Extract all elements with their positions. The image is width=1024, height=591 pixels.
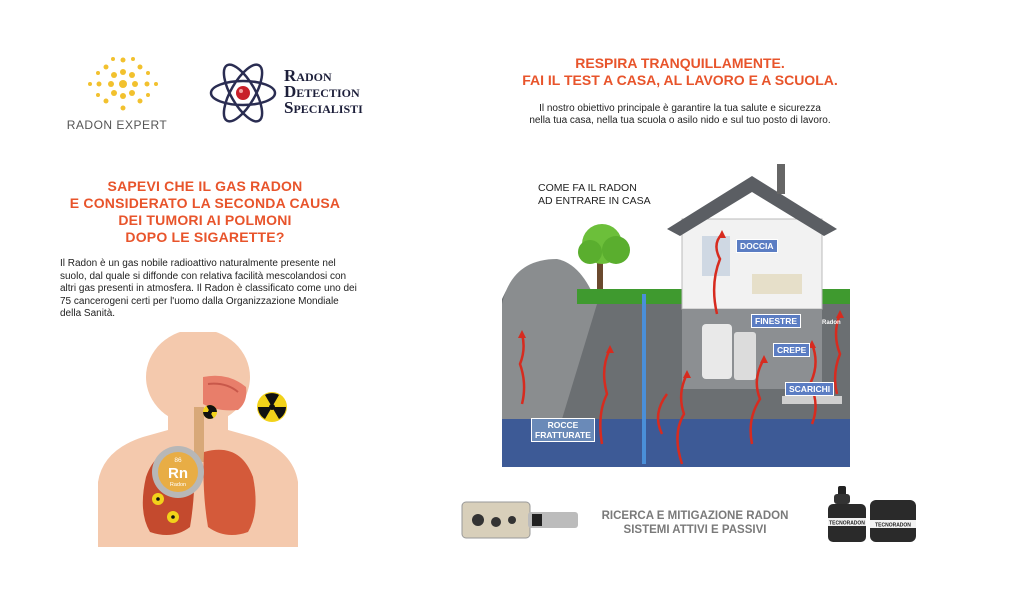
tecnoradon-detectors-image <box>822 484 922 546</box>
house-question-line-2: AD ENTRARE IN CASA <box>538 195 651 207</box>
tag-rocce-fratturate <box>531 418 595 442</box>
right-subtext-line-2: nella tua casa, nella tua scuola o asilo nido e sul tuo posto di lavoro. <box>529 115 831 126</box>
element-symbol: Rn <box>168 465 188 482</box>
radiation-icon <box>152 493 164 505</box>
element-number: 86 <box>174 457 182 464</box>
rds-line-3: Specialisti <box>284 98 363 117</box>
rds-line-1: Radon <box>284 66 332 85</box>
left-headline-line-4: DOPO LE SIGARETTE? <box>125 229 285 245</box>
radon-expert-logo-text: RADON EXPERT <box>66 118 168 132</box>
bottom-tagline-line-1: RICERCA E MITIGAZIONE RADON <box>601 510 789 522</box>
tag-finestre: FINESTRE <box>751 314 801 328</box>
left-body-text: Il Radon è un gas nobile radioattivo naturalmente presente nel suolo, dal quale si diffonde con relativa facilità mescolandosi con altri gas presenti in atmosfera. Il Radon è classificato come uno dei 75 cancerogeni certi per l'uomo dalla Organizzazione Mondiale della Sanità. <box>60 258 357 319</box>
brand-label-2: TECNORADON <box>875 522 911 529</box>
right-subtext-line-1: Il nostro obiettivo principale è garantire la tua salute e sicurezza <box>539 103 821 114</box>
bottom-tagline <box>595 509 795 537</box>
tag-doccia: DOCCIA <box>736 239 778 253</box>
house-question <box>538 182 651 208</box>
radon-fan-device-image <box>460 490 580 550</box>
left-headline <box>60 178 350 246</box>
element-name: Radon <box>169 482 187 488</box>
left-headline-line-3: DEI TUMORI AI POLMONI <box>118 212 292 228</box>
bottom-tagline-line-2: SISTEMI ATTIVI E PASSIVI <box>623 524 767 536</box>
house-question-line-1: COME FA IL RADON <box>538 182 637 194</box>
tag-scarichi: SCARICHI <box>785 382 834 396</box>
right-subtext <box>495 103 865 127</box>
left-headline-line-2: E CONSIDERATO LA SECONDA CAUSA <box>69 195 341 211</box>
tag-radon: Radon <box>822 320 841 326</box>
atom-logo-icon <box>208 58 278 128</box>
right-headline <box>520 55 840 89</box>
rds-logo-text <box>284 68 363 116</box>
left-headline-line-1: SAPEVI CHE IL GAS RADON <box>107 178 303 194</box>
radiation-icon <box>256 391 288 423</box>
right-headline-line-1: RESPIRA TRANQUILLAMENTE. <box>575 55 785 71</box>
tag-crepe: CREPE <box>773 343 810 357</box>
right-headline-line-2: FAI IL TEST A CASA, AL LAVORO E A SCUOLA. <box>522 72 838 88</box>
rds-line-2: Detection <box>284 82 360 101</box>
human-lungs-illustration <box>98 332 298 547</box>
tag-rocce-line-1: ROCCE <box>547 420 579 430</box>
radiation-icon <box>167 511 179 523</box>
tag-rocce-line-2: FRATTURATE <box>535 430 591 440</box>
brand-label-1: TECNORADON <box>829 520 865 527</box>
